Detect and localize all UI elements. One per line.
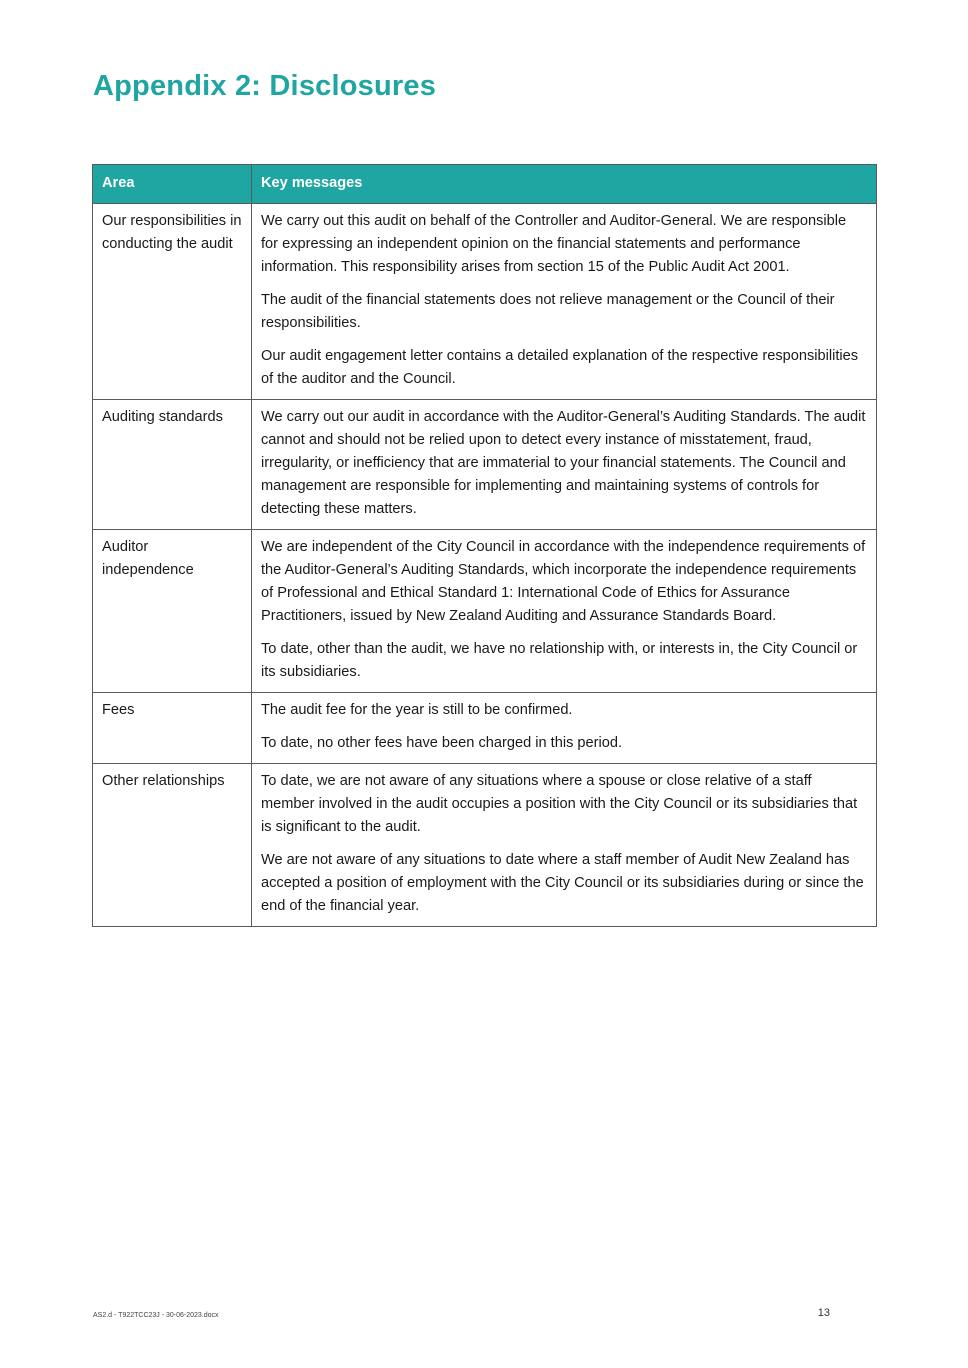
message-paragraph: To date, no other fees have been charged in this period. xyxy=(261,735,623,751)
messages-cell xyxy=(252,204,877,400)
message-paragraph: To date, we are not aware of any situations where a spouse or close relative of a staff member involved in the audit occupies a position with the City Council or its subsidiaries that is significant to the audit. xyxy=(261,773,858,835)
area-cell: Other relationships xyxy=(93,764,252,927)
messages-cell xyxy=(252,764,877,927)
table-row xyxy=(93,400,877,530)
disclosures-table xyxy=(92,164,877,927)
table-row xyxy=(93,764,877,927)
messages-cell xyxy=(252,530,877,693)
messages-cell xyxy=(252,693,877,764)
message-paragraph: Our audit engagement letter contains a detailed explanation of the respective responsibilities of the auditor and the Council. xyxy=(261,348,859,387)
message-paragraph: To date, other than the audit, we have no relationship with, or interests in, the City Council or its subsidiaries. xyxy=(261,641,858,680)
messages-cell xyxy=(252,400,877,530)
table-row xyxy=(93,693,877,764)
column-header-area: Area xyxy=(93,165,252,204)
page-title: Appendix 2: Disclosures xyxy=(93,70,437,102)
page-number: 13 xyxy=(817,1307,830,1319)
table-header-row xyxy=(93,165,877,204)
message-paragraph: We carry out this audit on behalf of the Controller and Auditor-General. We are responsible for expressing an independent opinion on the financial statements and performance information. This responsibility arises from section 15 of the Public Audit Act 2001. xyxy=(261,213,847,275)
area-cell: Auditor independence xyxy=(93,530,252,693)
area-cell: Fees xyxy=(93,693,252,764)
area-cell: Our responsibilities in conducting the audit xyxy=(93,204,252,400)
message-paragraph: The audit of the financial statements does not relieve management or the Council of their responsibilities. xyxy=(261,292,835,331)
area-cell: Auditing standards xyxy=(93,400,252,530)
message-paragraph: We carry out our audit in accordance with the Auditor-General’s Auditing Standards. The audit cannot and should not be relied upon to detect every instance of misstatement, fraud, irregularity, or inefficiency that are immaterial to your financial statements. The Council and management are responsible for implementing and maintaining systems of controls for detecting these matters. xyxy=(261,409,866,517)
table-row xyxy=(93,204,877,400)
message-paragraph: We are not aware of any situations to date where a staff member of Audit New Zealand has accepted a position of employment with the City Council or its subsidiaries during or since the end of the financial year. xyxy=(261,852,864,914)
footer-document-reference: AS2.d - T922TCC23J - 30-06-2023.docx xyxy=(93,1312,219,1319)
message-paragraph: The audit fee for the year is still to be confirmed. xyxy=(261,702,573,718)
column-header-key-messages: Key messages xyxy=(252,165,877,204)
table-row xyxy=(93,530,877,693)
message-paragraph: We are independent of the City Council in accordance with the independence requirements of the Auditor-General’s Auditing Standards, which incorporate the independence requirements of Professional and Ethical Standard 1: International Code of Ethics for Assurance Practitioners, issued by New Zealand Auditing and Assurance Standards Board. xyxy=(261,539,866,624)
